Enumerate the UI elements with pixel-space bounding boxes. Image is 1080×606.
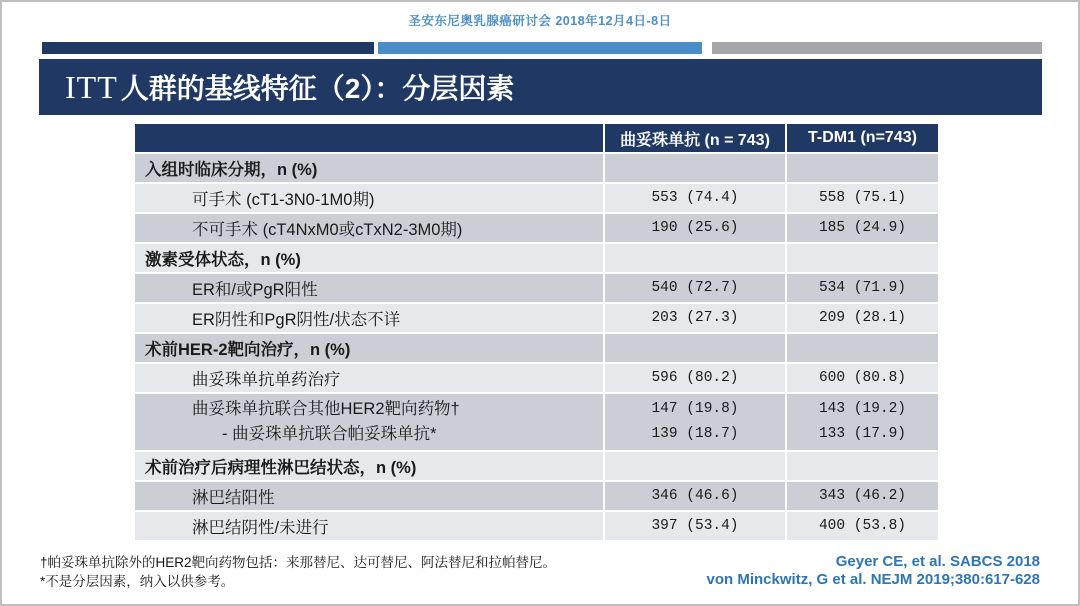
table-row-section <box>135 244 938 272</box>
cell-tdm1 <box>787 334 938 362</box>
row-label: 术前HER-2靶向治疗，n (%) <box>135 334 605 362</box>
cell-trastuzumab <box>605 244 787 272</box>
cell-value-line2: 133 (17.9) <box>818 426 906 442</box>
decor-bar-gray <box>712 42 1042 54</box>
row-label: 激素受体状态，n (%) <box>135 244 605 272</box>
row-label: 可手术 (cT1-3N0-1M0期) <box>135 184 605 212</box>
cell-tdm1: 534 (71.9) <box>787 274 938 302</box>
cell-value-line2: 139 (18.7) <box>651 426 739 442</box>
citation-line-1: Geyer CE, et al. SABCS 2018 <box>835 553 1040 570</box>
table-row <box>135 274 938 302</box>
row-label: 曲妥珠单抗单药治疗 <box>135 364 605 392</box>
cell-trastuzumab: 540 (72.7) <box>605 274 787 302</box>
cell-trastuzumab: 397 (53.4) <box>605 512 787 540</box>
cell-tdm1 <box>787 244 938 272</box>
row-label: ER和/或PgR阳性 <box>135 274 605 302</box>
cell-value-line1: 147 (19.8) <box>651 401 739 417</box>
table-row <box>135 482 938 510</box>
cell-tdm1: 558 (75.1) <box>787 184 938 212</box>
table-row <box>135 304 938 332</box>
table-row-section <box>135 452 938 480</box>
cell-trastuzumab: 203 (27.3) <box>605 304 787 332</box>
slide-title-bar <box>39 59 1042 115</box>
cell-tdm1: 209 (28.1) <box>787 304 938 332</box>
slide-title-prefix: ITT <box>65 68 118 105</box>
cell-trastuzumab: 346 (46.6) <box>605 482 787 510</box>
cell-tdm1: 600 (80.8) <box>787 364 938 392</box>
column-header-tdm1: T-DM1 (n=743) <box>787 124 938 152</box>
row-label-line1: 曲妥珠单抗联合其他HER2靶向药物† <box>192 400 460 418</box>
table-row-section <box>135 334 938 362</box>
row-label <box>135 394 605 450</box>
column-header-trastuzumab: 曲妥珠单抗 (n = 743) <box>605 124 787 152</box>
row-label: ER阴性和PgR阴性/状态不详 <box>135 304 605 332</box>
column-header-empty <box>135 124 605 152</box>
footnote-2: *不是分层因素，纳入以供参考。 <box>40 574 235 589</box>
cell-tdm1: 400 (53.8) <box>787 512 938 540</box>
table-row-section <box>135 154 938 182</box>
baseline-characteristics-table <box>135 124 938 542</box>
decor-bar-blue <box>378 42 702 54</box>
cell-tdm1: 343 (46.2) <box>787 482 938 510</box>
row-label: 入组时临床分期，n (%) <box>135 154 605 182</box>
cell-trastuzumab <box>605 334 787 362</box>
row-label: 淋巴结阴性/未进行 <box>135 512 605 540</box>
footnote-1: †帕妥珠单抗除外的HER2靶向药物包括：来那替尼、达可替尼、阿法替尼和拉帕替尼。 <box>40 555 557 570</box>
table-row <box>135 364 938 392</box>
cell-trastuzumab <box>605 452 787 480</box>
table-row <box>135 214 938 242</box>
row-label: 淋巴结阳性 <box>135 482 605 510</box>
table-row-combination-therapy <box>135 394 938 450</box>
cell-tdm1 <box>787 154 938 182</box>
conference-header: 圣安东尼奥乳腺癌研讨会 2018年12月4日-8日 <box>408 14 672 28</box>
citation <box>707 553 1040 588</box>
slide-title: 人群的基线特征（2）：分层因素 <box>120 73 515 104</box>
row-label: 不可手术 (cT4NxM0或cTxN2-3M0期) <box>135 214 605 242</box>
cell-trastuzumab: 190 (25.6) <box>605 214 787 242</box>
table-row <box>135 512 938 540</box>
cell-tdm1 <box>787 452 938 480</box>
cell-tdm1 <box>787 394 938 450</box>
row-label: 术前治疗后病理性淋巴结状态，n (%) <box>135 452 605 480</box>
citation-line-2: von Minckwitz, G et al. NEJM 2019;380:617-628 <box>706 570 1040 588</box>
cell-trastuzumab <box>605 154 787 182</box>
cell-trastuzumab <box>605 394 787 450</box>
cell-tdm1: 185 (24.9) <box>787 214 938 242</box>
table-row <box>135 184 938 212</box>
table-header-row <box>135 124 938 152</box>
cell-trastuzumab: 596 (80.2) <box>605 364 787 392</box>
footnotes <box>40 553 556 591</box>
cell-trastuzumab: 553 (74.4) <box>605 184 787 212</box>
decor-bar-navy <box>42 42 374 54</box>
cell-value-line1: 143 (19.2) <box>818 401 906 417</box>
row-label-line2: - 曲妥珠单抗联合帕妥珠单抗* <box>222 425 437 443</box>
